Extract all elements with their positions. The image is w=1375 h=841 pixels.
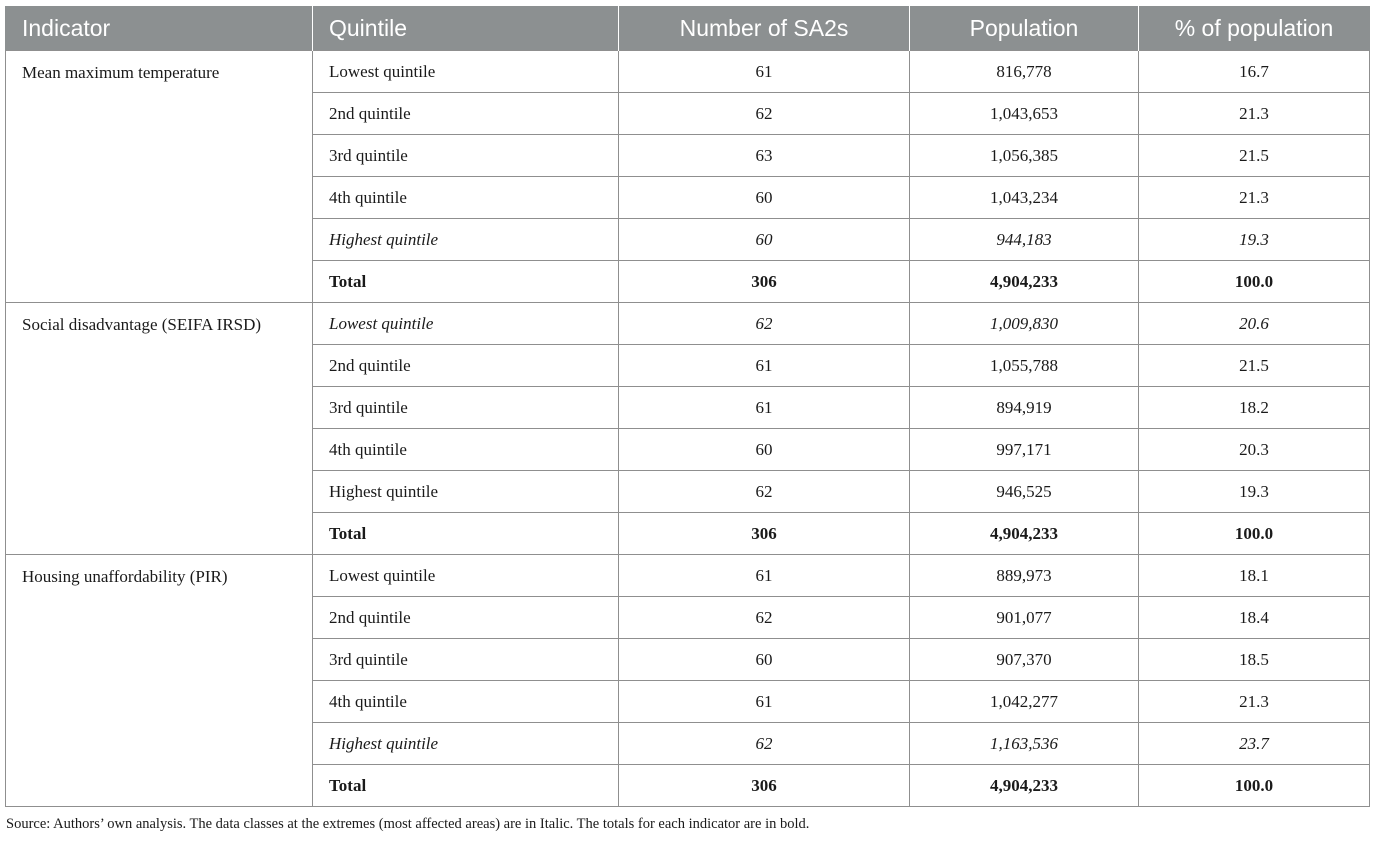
percent-cell: 23.7 xyxy=(1139,723,1370,765)
table-row xyxy=(6,555,1370,597)
population-cell: 894,919 xyxy=(910,387,1139,429)
quintile-cell: Total xyxy=(313,765,619,807)
sa2-count-cell: 63 xyxy=(619,135,910,177)
quintile-cell: Total xyxy=(313,261,619,303)
header-population: Population xyxy=(910,6,1139,51)
population-cell: 946,525 xyxy=(910,471,1139,513)
percent-cell: 18.4 xyxy=(1139,597,1370,639)
indicator-cell: Mean maximum temperature xyxy=(6,51,313,303)
table-header xyxy=(6,6,1370,51)
quintile-cell: Highest quintile xyxy=(313,471,619,513)
population-cell: 4,904,233 xyxy=(910,765,1139,807)
population-cell: 1,056,385 xyxy=(910,135,1139,177)
header-row xyxy=(6,6,1370,51)
data-table-container xyxy=(5,6,1369,807)
sa2-count-cell: 62 xyxy=(619,93,910,135)
percent-cell: 21.3 xyxy=(1139,93,1370,135)
percent-cell: 100.0 xyxy=(1139,765,1370,807)
sa2-count-cell: 61 xyxy=(619,51,910,93)
quintile-cell: 4th quintile xyxy=(313,177,619,219)
quintile-cell: 2nd quintile xyxy=(313,597,619,639)
header-indicator: Indicator xyxy=(6,6,313,51)
population-cell: 4,904,233 xyxy=(910,513,1139,555)
population-cell: 907,370 xyxy=(910,639,1139,681)
quintile-cell: 2nd quintile xyxy=(313,345,619,387)
population-cell: 1,009,830 xyxy=(910,303,1139,345)
percent-cell: 18.5 xyxy=(1139,639,1370,681)
sa2-count-cell: 306 xyxy=(619,765,910,807)
header-quintile: Quintile xyxy=(313,6,619,51)
percent-cell: 100.0 xyxy=(1139,261,1370,303)
table-row xyxy=(6,51,1370,93)
sa2-count-cell: 60 xyxy=(619,429,910,471)
population-cell: 816,778 xyxy=(910,51,1139,93)
percent-cell: 19.3 xyxy=(1139,471,1370,513)
percent-cell: 20.6 xyxy=(1139,303,1370,345)
population-cell: 889,973 xyxy=(910,555,1139,597)
sa2-count-cell: 306 xyxy=(619,261,910,303)
sa2-count-cell: 62 xyxy=(619,303,910,345)
population-cell: 944,183 xyxy=(910,219,1139,261)
table-row xyxy=(6,303,1370,345)
percent-cell: 18.1 xyxy=(1139,555,1370,597)
percent-cell: 21.3 xyxy=(1139,681,1370,723)
quintile-cell: Lowest quintile xyxy=(313,555,619,597)
sa2-count-cell: 61 xyxy=(619,681,910,723)
percent-cell: 19.3 xyxy=(1139,219,1370,261)
sa2-count-cell: 62 xyxy=(619,471,910,513)
quintile-cell: Lowest quintile xyxy=(313,51,619,93)
sa2-count-cell: 62 xyxy=(619,723,910,765)
quintile-cell: 4th quintile xyxy=(313,681,619,723)
percent-cell: 21.5 xyxy=(1139,345,1370,387)
table-body xyxy=(6,51,1370,807)
sa2-count-cell: 60 xyxy=(619,219,910,261)
population-cell: 901,077 xyxy=(910,597,1139,639)
quintile-table xyxy=(5,6,1370,807)
population-cell: 1,042,277 xyxy=(910,681,1139,723)
header-number-of-sa2s: Number of SA2s xyxy=(619,6,910,51)
quintile-cell: 3rd quintile xyxy=(313,639,619,681)
quintile-cell: 4th quintile xyxy=(313,429,619,471)
percent-cell: 20.3 xyxy=(1139,429,1370,471)
sa2-count-cell: 61 xyxy=(619,345,910,387)
quintile-cell: 3rd quintile xyxy=(313,135,619,177)
percent-cell: 21.5 xyxy=(1139,135,1370,177)
sa2-count-cell: 61 xyxy=(619,555,910,597)
percent-cell: 100.0 xyxy=(1139,513,1370,555)
sa2-count-cell: 60 xyxy=(619,177,910,219)
sa2-count-cell: 306 xyxy=(619,513,910,555)
population-cell: 1,163,536 xyxy=(910,723,1139,765)
quintile-cell: Highest quintile xyxy=(313,723,619,765)
indicator-cell: Housing unaffordability (PIR) xyxy=(6,555,313,807)
quintile-cell: Lowest quintile xyxy=(313,303,619,345)
population-cell: 1,055,788 xyxy=(910,345,1139,387)
quintile-cell: 2nd quintile xyxy=(313,93,619,135)
population-cell: 1,043,653 xyxy=(910,93,1139,135)
indicator-cell: Social disadvantage (SEIFA IRSD) xyxy=(6,303,313,555)
source-note: Source: Authors’ own analysis. The data classes at the extremes (most affected areas) are in Italic. The totals for each indicator are in bold. xyxy=(6,816,810,832)
percent-cell: 21.3 xyxy=(1139,177,1370,219)
quintile-cell: 3rd quintile xyxy=(313,387,619,429)
percent-cell: 18.2 xyxy=(1139,387,1370,429)
header-percent-of-population: % of population xyxy=(1139,6,1370,51)
sa2-count-cell: 60 xyxy=(619,639,910,681)
sa2-count-cell: 62 xyxy=(619,597,910,639)
population-cell: 1,043,234 xyxy=(910,177,1139,219)
population-cell: 4,904,233 xyxy=(910,261,1139,303)
quintile-cell: Total xyxy=(313,513,619,555)
quintile-cell: Highest quintile xyxy=(313,219,619,261)
sa2-count-cell: 61 xyxy=(619,387,910,429)
percent-cell: 16.7 xyxy=(1139,51,1370,93)
population-cell: 997,171 xyxy=(910,429,1139,471)
